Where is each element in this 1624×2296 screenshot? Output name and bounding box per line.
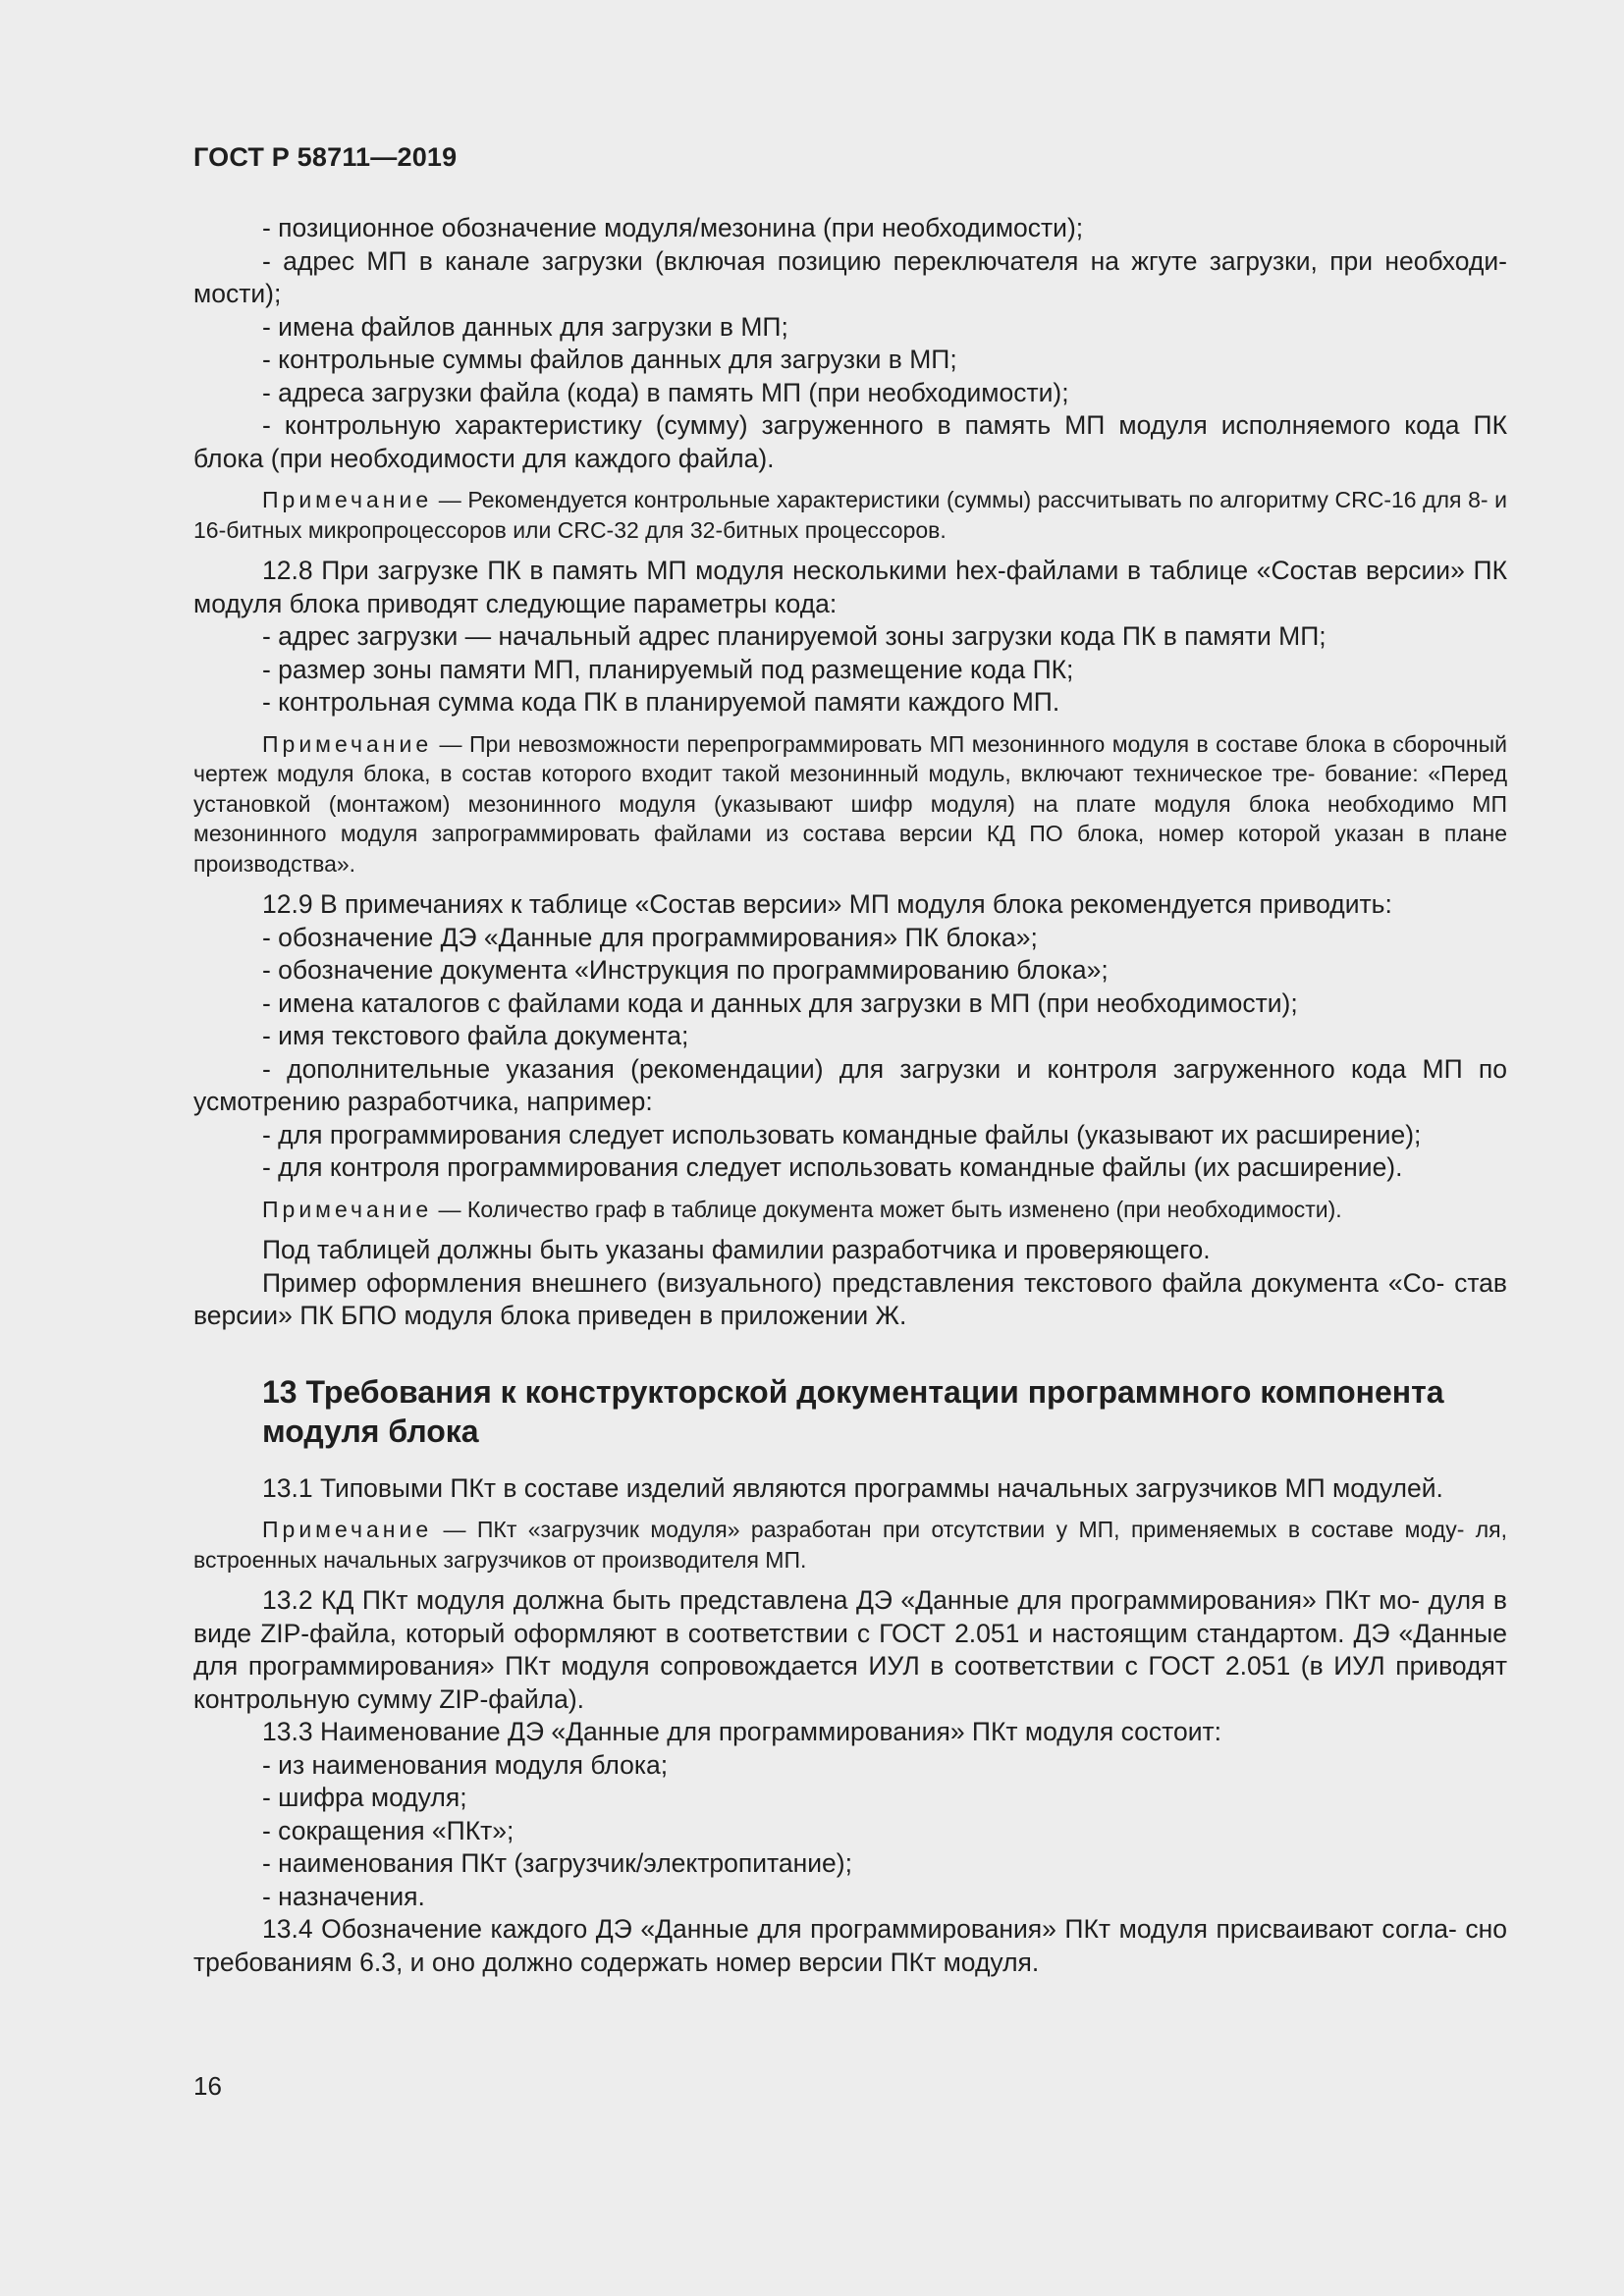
list-item: - имя текстового файла документа; <box>262 1021 689 1050</box>
list-item: - адреса загрузки файла (кода) в память МП (при необходимости); <box>262 377 1069 407</box>
list-item: - наименования ПКт (загрузчик/электропитание); <box>262 1848 852 1878</box>
document-header: ГОСТ Р 58711—2019 <box>193 142 458 172</box>
paragraph-13-1: 13.1 Типовыми ПКт в составе изделий являются программы начальных загрузчиков МП модулей. <box>262 1472 1443 1503</box>
paragraph-12-9: 12.9 В примечаниях к таблице «Состав версии» МП модуля блока рекомендуется приводить: <box>262 889 1392 919</box>
note-label: Примечание <box>262 487 433 512</box>
paragraph-13-3: 13.3 Наименование ДЭ «Данные для программирования» ПКт модуля состоит: <box>262 1717 1222 1746</box>
note-label: Примечание <box>262 730 433 757</box>
list-code-params <box>193 620 1507 720</box>
note-mezzanine: Примечание — При невозможности перепрограммировать МП мезонинного модуля в составе блока в сборочный чертеж модуля блока, в состав которого входит такой мезонинный модуль, включают техническое тре- бование: «Перед установкой (монтажом) мезонинного модуля (указывают шифр модуля) на плате модуля блока необходимо МП мезонинного модуля запрограммировать файлами из состава версии КД ПО блока, номер которой указан в плане производства». <box>193 730 1507 877</box>
list-item: - дополнительные указания (рекомендации) для загрузки и контроля загруженного кода МП по усмотрению разработчика, например: <box>193 1053 1507 1116</box>
list-item: - контрольная сумма кода ПК в планируемой памяти каждого МП. <box>262 687 1060 717</box>
list-item: - обозначение документа «Инструкция по программированию блока»; <box>262 955 1109 985</box>
page-number: 16 <box>193 2071 222 2101</box>
note-label: Примечание <box>262 1196 433 1222</box>
note-columns: Примечание — Количество граф в таблице документа может быть изменено (при необходимости). <box>262 1196 1342 1222</box>
list-item: - сокращения «ПКт»; <box>262 1815 514 1845</box>
list-item: - шифра модуля; <box>262 1783 467 1812</box>
list-item: - позиционное обозначение модуля/мезонина (при необходимости); <box>262 213 1084 242</box>
paragraph-13-2: 13.2 КД ПКт модуля должна быть представлена ДЭ «Данные для программирования» ПКт мо- дуля в виде ZIP-файла, который оформляют в соответствии с ГОСТ 2.051 и настоящим стандартом. ДЭ «Данные для программирования» ПКт модуля сопровождается ИУЛ в соответствии с ГОСТ 2.051 (в ИУЛ приводят контрольную сумму ZIP-файла). <box>193 1585 1507 1714</box>
list-item: - имена каталогов с файлами кода и данных для загрузки в МП (при необходимости); <box>262 988 1298 1018</box>
list-item: - для контроля программирования следует использовать командные файлы (их расширение). <box>262 1152 1403 1182</box>
list-load-params <box>193 212 1507 475</box>
note-crc: Примечание — Рекомендуется контрольные характеристики (суммы) рассчитывать по алгоритму CRC-16 для 8- и 16-битных микропроцессоров или CRC-32 для 32-битных процессоров. <box>193 487 1507 543</box>
list-item: - из наименования модуля блока; <box>262 1749 669 1780</box>
list-item: - контрольную характеристику (сумму) загруженного в память МП модуля исполняемого кода ПК блока (при необходимости для каждого файла). <box>193 410 1507 473</box>
list-item: - обозначение ДЭ «Данные для программирования» ПК блока»; <box>262 922 1038 952</box>
list-item: - адрес МП в канале загрузки (включая позицию переключателя на жгуте загрузки, при необходи- мости); <box>193 245 1507 308</box>
list-item: - контрольные суммы файлов данных для загрузки в МП; <box>262 345 957 374</box>
list-item: - имена файлов данных для загрузки в МП; <box>262 311 788 342</box>
paragraph-example: Пример оформления внешнего (визуального) представления текстового файла документа «Со- став версии» ПК БПО модуля блока приведен в приложении Ж. <box>193 1267 1507 1330</box>
paragraph-13-4: 13.4 Обозначение каждого ДЭ «Данные для программирования» ПКт модуля присваивают согла- сно требованиям 6.3, и оно должно содержать номер версии ПКт модуля. <box>193 1914 1507 1977</box>
paragraph-12-8: 12.8 При загрузке ПК в память МП модуля несколькими hex-файлами в таблице «Состав версии» ПК модуля блока приводят следующие параметры кода: <box>193 556 1507 618</box>
list-item: - адрес загрузки — начальный адрес планируемой зоны загрузки кода ПК в памяти МП; <box>262 621 1326 651</box>
list-item: - назначения. <box>262 1881 425 1911</box>
section-13-title: 13 Требования к конструкторской документации программного компонента модуля блока <box>262 1373 1444 1449</box>
list-notes <box>193 922 1507 1185</box>
list-item: - размер зоны памяти МП, планируемый под размещение кода ПК; <box>262 654 1074 684</box>
note-loader: Примечание — ПКт «загрузчик модуля» разработан при отсутствии у МП, применяемых в составе моду- ля, встроенных начальных загрузчиков от производителя МП. <box>193 1517 1507 1573</box>
list-name-parts <box>193 1749 1507 1914</box>
list-item: - для программирования следует использовать командные файлы (указывают их расширение); <box>262 1119 1422 1149</box>
page-content <box>193 142 1507 1979</box>
note-label: Примечание <box>262 1517 433 1542</box>
paragraph-under-table: Под таблицей должны быть указаны фамилии разработчика и проверяющего. <box>262 1235 1211 1264</box>
